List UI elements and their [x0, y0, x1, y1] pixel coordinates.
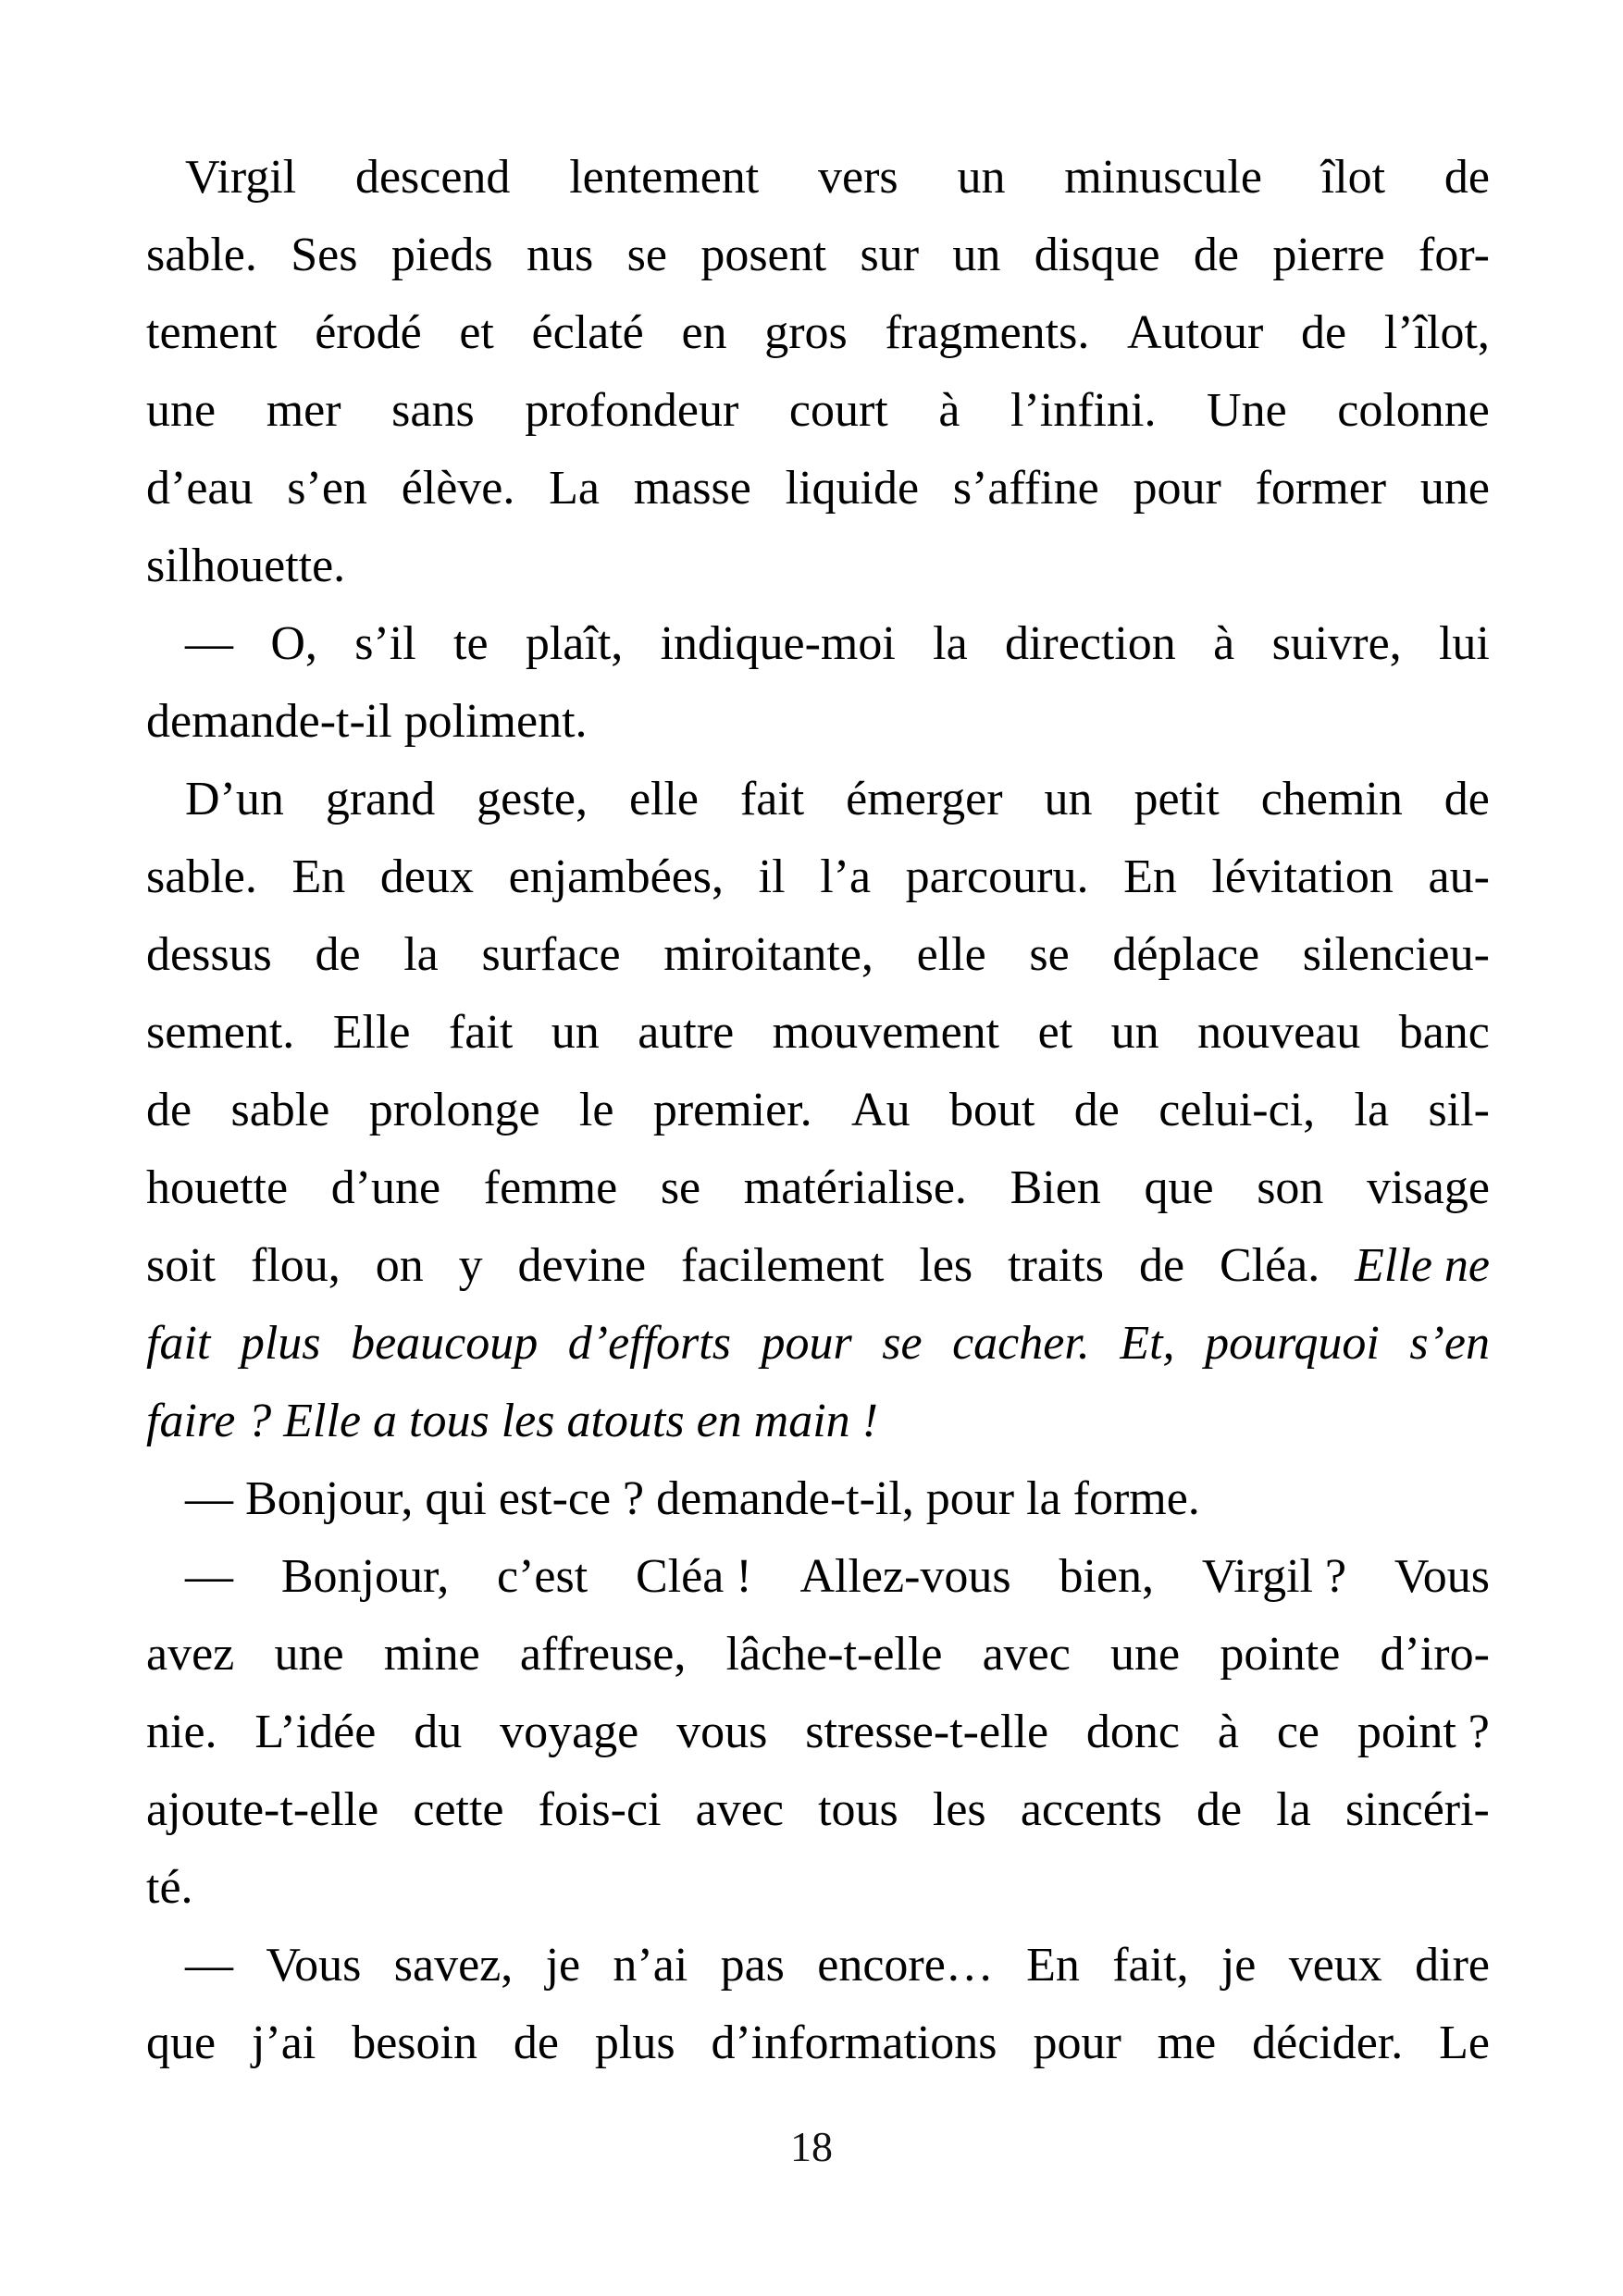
- text-line: [146, 1072, 1490, 1149]
- word: lévitation: [1211, 850, 1394, 903]
- word: plaît,: [525, 617, 624, 670]
- word: avec: [695, 1783, 784, 1836]
- word: prolonge: [368, 1084, 540, 1136]
- word: affreuse,: [519, 1628, 687, 1681]
- word: En: [1026, 1939, 1080, 1992]
- word: Elle ne: [1355, 1239, 1490, 1292]
- word: facilement: [681, 1239, 885, 1292]
- word: un: [957, 151, 1006, 204]
- word: de: [146, 1084, 192, 1136]
- word: le: [578, 1084, 614, 1136]
- word: la: [933, 617, 968, 670]
- paragraph: [146, 1538, 1490, 1927]
- word: de: [1196, 1783, 1243, 1836]
- word: n’ai: [613, 1939, 688, 1992]
- word: Bonjour,: [280, 1550, 450, 1603]
- word: un: [952, 229, 1001, 281]
- word: parcouru.: [905, 850, 1089, 903]
- word: voyage: [500, 1706, 639, 1758]
- word: plus: [240, 1317, 321, 1370]
- word: gros: [764, 306, 848, 359]
- text-line: [146, 2004, 1490, 2082]
- word: s’il: [354, 617, 416, 670]
- word: descend: [354, 151, 511, 204]
- word: lui: [1438, 617, 1490, 670]
- word: émerger: [846, 773, 1003, 825]
- word: petit: [1134, 773, 1220, 825]
- word: — Bonjour, qui est-ce ? demande-t-il, pour la forme.: [185, 1472, 1200, 1525]
- word: d’efforts: [567, 1317, 731, 1370]
- word: lâche-t-elle: [725, 1628, 943, 1681]
- word: Allez-vous: [799, 1550, 1011, 1603]
- word: de: [1443, 773, 1490, 825]
- word: j’ai: [252, 2017, 316, 2069]
- word: à: [1213, 617, 1235, 670]
- word: Vous: [266, 1939, 362, 1992]
- word: cacher.: [952, 1317, 1090, 1370]
- word: nus: [526, 229, 594, 281]
- word: de: [513, 2017, 559, 2069]
- word: —: [185, 1550, 233, 1603]
- text-line: [146, 1616, 1490, 1694]
- text-line: [146, 1538, 1490, 1616]
- word: se: [1029, 928, 1070, 981]
- paragraph: [146, 1460, 1490, 1538]
- word: l’a: [820, 850, 872, 903]
- word: pour: [761, 1317, 852, 1370]
- word: fait: [146, 1317, 211, 1370]
- text-line: [146, 217, 1490, 294]
- text-line: [146, 527, 1490, 605]
- word: son: [1257, 1161, 1324, 1214]
- word: pour: [1133, 462, 1221, 515]
- word: mouvement: [772, 1006, 1000, 1059]
- word: une: [1419, 462, 1490, 515]
- word: autre: [638, 1006, 735, 1059]
- word: devine: [517, 1239, 647, 1292]
- word: indique-moi: [660, 617, 896, 670]
- text-line: [146, 1771, 1490, 1849]
- word: pieds: [390, 229, 493, 281]
- word: former: [1255, 462, 1387, 515]
- text-line: [146, 916, 1490, 994]
- word: geste,: [477, 773, 588, 825]
- word: cette: [413, 1783, 504, 1836]
- word: matérialise.: [743, 1161, 967, 1214]
- word: Le: [1439, 2017, 1490, 2069]
- word: fragments.: [885, 306, 1090, 359]
- word: nie.: [146, 1706, 217, 1758]
- word: l’infini.: [1010, 384, 1157, 437]
- word: —: [185, 1939, 233, 1992]
- word: —: [185, 617, 233, 670]
- text-line: [146, 1305, 1490, 1383]
- word: elle: [916, 928, 986, 981]
- word: D’un: [185, 773, 284, 825]
- word: vers: [818, 151, 898, 204]
- word: direction: [1004, 617, 1176, 670]
- word: au-: [1428, 850, 1490, 903]
- word: flou,: [251, 1239, 341, 1292]
- word: suivre,: [1271, 617, 1402, 670]
- word: on: [375, 1239, 424, 1292]
- word: stresse-t-elle: [805, 1706, 1049, 1758]
- word: la: [1276, 1783, 1311, 1836]
- word: Une: [1207, 384, 1287, 437]
- word: du: [414, 1706, 463, 1758]
- word: miroitante,: [663, 928, 873, 981]
- word: nouveau: [1197, 1006, 1361, 1059]
- word: faire ? Elle a tous les atouts en main !: [146, 1395, 878, 1447]
- word: elle: [628, 773, 699, 825]
- word: Bien: [1010, 1161, 1101, 1214]
- word: dessus: [146, 928, 272, 981]
- word: Virgil: [185, 151, 297, 204]
- word: une: [274, 1628, 344, 1681]
- word: je: [545, 1939, 581, 1992]
- word: fois-ci: [538, 1783, 662, 1836]
- word: te: [453, 617, 489, 670]
- word: soit: [146, 1239, 217, 1292]
- text-line: [146, 683, 1490, 761]
- word: grand: [325, 773, 436, 825]
- word: la: [1354, 1084, 1390, 1136]
- word: Virgil ?: [1201, 1550, 1347, 1603]
- word: bien,: [1059, 1550, 1154, 1603]
- word: court: [788, 384, 888, 437]
- text-line: [146, 294, 1490, 372]
- word: savez,: [393, 1939, 514, 1992]
- word: de: [1443, 151, 1490, 204]
- word: un: [551, 1006, 600, 1059]
- word: vous: [676, 1706, 768, 1758]
- word: La: [549, 462, 600, 515]
- word: se: [660, 1161, 701, 1214]
- word: c’est: [497, 1550, 588, 1603]
- word: je: [1220, 1939, 1257, 1992]
- text-line: [146, 1149, 1490, 1227]
- word: ajoute-t-elle: [146, 1783, 379, 1836]
- word: et: [1037, 1006, 1073, 1059]
- word: avez: [146, 1628, 235, 1681]
- word: îlot: [1320, 151, 1386, 204]
- text-line: [146, 139, 1490, 217]
- text-line: [146, 1383, 1490, 1460]
- word: en: [681, 306, 727, 359]
- word: à: [938, 384, 960, 437]
- word: donc: [1085, 1706, 1180, 1758]
- word: mine: [383, 1628, 480, 1681]
- word: que: [146, 2017, 217, 2069]
- word: avec: [982, 1628, 1071, 1681]
- text-line: [146, 605, 1490, 683]
- word: Ses: [291, 229, 358, 281]
- text-line: [146, 1927, 1490, 2004]
- word: s’en: [287, 462, 367, 515]
- word: besoin: [352, 2017, 477, 2069]
- word: veux: [1288, 1939, 1382, 1992]
- word: d’iro-: [1380, 1628, 1490, 1681]
- page-text-block: [146, 139, 1490, 2082]
- word: de: [315, 928, 361, 981]
- word: une: [1110, 1628, 1181, 1681]
- word: silhouette.: [146, 540, 346, 592]
- word: disque: [1034, 229, 1160, 281]
- word: pour: [1033, 2017, 1121, 2069]
- word: décider.: [1252, 2017, 1404, 2069]
- word: Autour: [1127, 306, 1264, 359]
- word: d’informations: [711, 2017, 997, 2069]
- text-line: [146, 1694, 1490, 1771]
- word: profondeur: [525, 384, 739, 437]
- text-line: [146, 450, 1490, 527]
- word: Cléa !: [636, 1550, 752, 1603]
- text-line: [146, 994, 1490, 1072]
- word: un: [1044, 773, 1093, 825]
- word: un: [1110, 1006, 1159, 1059]
- word: deux: [379, 850, 474, 903]
- word: ce: [1276, 1706, 1320, 1758]
- word: sur: [860, 229, 920, 281]
- word: plus: [594, 2017, 675, 2069]
- word: Vous: [1394, 1550, 1490, 1603]
- word: surface: [481, 928, 621, 981]
- word: traits: [1008, 1239, 1105, 1292]
- text-line: [146, 1849, 1490, 1927]
- word: pourquoi: [1205, 1317, 1380, 1370]
- word: L’idée: [254, 1706, 377, 1758]
- word: sable: [230, 1084, 330, 1136]
- word: sincéri-: [1344, 1783, 1490, 1836]
- word: femme: [483, 1161, 618, 1214]
- word: En: [291, 850, 346, 903]
- word: mer: [266, 384, 341, 437]
- text-line: [146, 1227, 1490, 1305]
- word: et: [459, 306, 494, 359]
- word: sans: [391, 384, 475, 437]
- word: liquide: [785, 462, 920, 515]
- word: éclaté: [531, 306, 644, 359]
- word: y: [458, 1239, 483, 1292]
- word: il: [758, 850, 786, 903]
- word: tous: [818, 1783, 898, 1836]
- word: de: [1193, 229, 1239, 281]
- word: dire: [1415, 1939, 1490, 1992]
- word: celui-ci,: [1158, 1084, 1316, 1136]
- page-number: 18: [790, 2123, 833, 2170]
- word: visage: [1367, 1161, 1490, 1214]
- text-line: [146, 1460, 1490, 1538]
- text-line: [146, 372, 1490, 450]
- word: d’eau: [146, 462, 254, 515]
- word: sable.: [146, 229, 257, 281]
- text-line: [146, 761, 1490, 838]
- word: se: [626, 229, 667, 281]
- word: déplace: [1112, 928, 1260, 981]
- paragraph: [146, 139, 1490, 605]
- paragraph: [146, 605, 1490, 761]
- word: lentement: [569, 151, 760, 204]
- word: pointe: [1220, 1628, 1341, 1681]
- word: point ?: [1357, 1706, 1490, 1758]
- word: de: [1138, 1239, 1185, 1292]
- word: d’une: [330, 1161, 441, 1214]
- word: que: [1144, 1161, 1214, 1214]
- word: pierre: [1272, 229, 1385, 281]
- word: masse: [633, 462, 751, 515]
- word: une: [146, 384, 217, 437]
- word: de: [1301, 306, 1347, 359]
- word: Cléa.: [1219, 1239, 1320, 1292]
- word: les: [932, 1783, 986, 1836]
- word: premier.: [652, 1084, 812, 1136]
- word: silencieu-: [1302, 928, 1490, 981]
- paragraph: [146, 761, 1490, 1460]
- word: houette: [146, 1161, 289, 1214]
- word: les: [919, 1239, 973, 1292]
- word: encore…: [817, 1939, 994, 1992]
- word: érodé: [315, 306, 422, 359]
- word: sil-: [1428, 1084, 1490, 1136]
- word: l’îlot,: [1383, 306, 1490, 359]
- word: fait: [448, 1006, 514, 1059]
- word: de: [1073, 1084, 1120, 1136]
- word: fait,: [1112, 1939, 1189, 1992]
- word: Au: [851, 1084, 911, 1136]
- word: Elle: [332, 1006, 411, 1059]
- word: se: [882, 1317, 923, 1370]
- word: minuscule: [1064, 151, 1262, 204]
- paragraph: [146, 1927, 1490, 2082]
- word: té.: [146, 1861, 193, 1914]
- word: for-: [1419, 229, 1490, 281]
- word: sement.: [146, 1006, 295, 1059]
- word: En: [1123, 850, 1177, 903]
- word: colonne: [1337, 384, 1490, 437]
- word: Et,: [1120, 1317, 1175, 1370]
- word: pas: [720, 1939, 785, 1992]
- word: tement: [146, 306, 278, 359]
- word: chemin: [1260, 773, 1403, 825]
- word: posent: [700, 229, 827, 281]
- word: accents: [1020, 1783, 1162, 1836]
- word: élève.: [401, 462, 515, 515]
- word: banc: [1398, 1006, 1490, 1059]
- text-line: [146, 838, 1490, 916]
- word: me: [1157, 2017, 1217, 2069]
- word: fait: [739, 773, 805, 825]
- word: s’en: [1409, 1317, 1490, 1370]
- word: beaucoup: [351, 1317, 539, 1370]
- word: s’affine: [952, 462, 1099, 515]
- word: à: [1217, 1706, 1239, 1758]
- word: la: [403, 928, 439, 981]
- word: bout: [948, 1084, 1035, 1136]
- word: demande-t-il poliment.: [146, 695, 588, 748]
- word: sable.: [146, 850, 257, 903]
- word: enjambées,: [508, 850, 725, 903]
- word: O,: [270, 617, 317, 670]
